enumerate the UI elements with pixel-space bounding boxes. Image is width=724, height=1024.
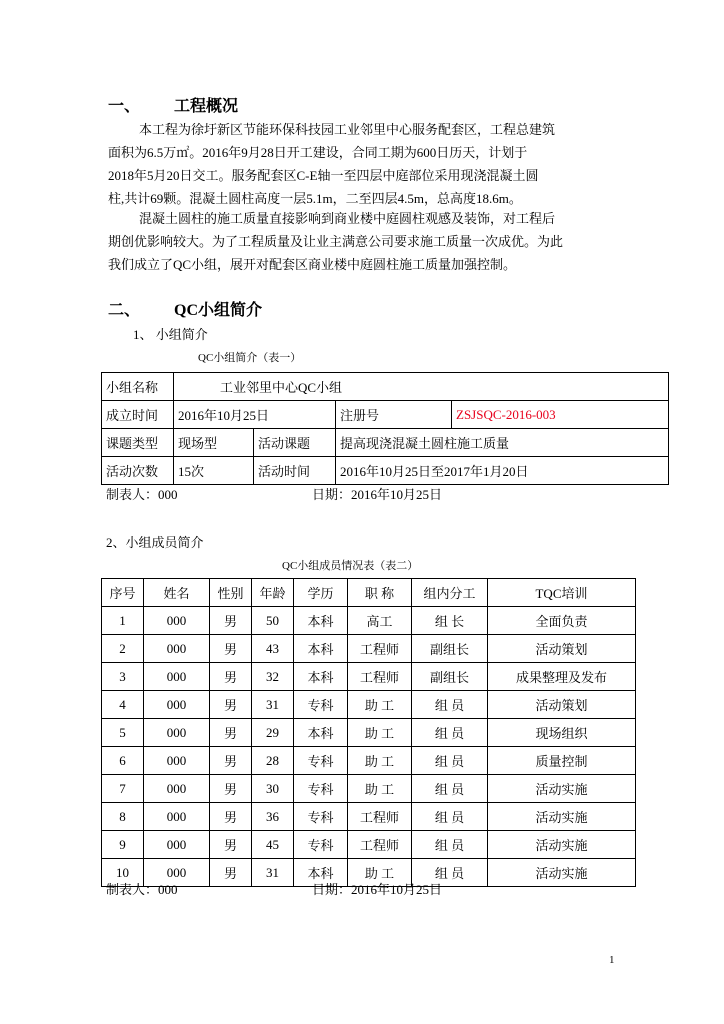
table2-caption: QC小组成员情况表（表二） [282, 560, 419, 572]
paragraph-line: 2018年5月20日交工。服务配套区C-E轴一至四层中庭部位采用现浇混凝土圆 [108, 168, 539, 183]
cell-role: 组 员 [412, 859, 488, 887]
cell-name: 000 [144, 691, 210, 719]
cell-index: 7 [102, 775, 144, 803]
cell-role: 组 员 [412, 803, 488, 831]
cell-gender: 男 [210, 691, 252, 719]
column-header: 职 称 [348, 579, 412, 607]
cell-label: 活动次数 [102, 457, 174, 485]
table-row [102, 663, 636, 691]
cell-value: 15次 [174, 457, 254, 485]
cell-title: 助 工 [348, 719, 412, 747]
cell-gender: 男 [210, 831, 252, 859]
cell-gender: 男 [210, 803, 252, 831]
section1-paragraph-2 [108, 207, 628, 276]
cell-name: 000 [144, 719, 210, 747]
cell-title: 工程师 [348, 803, 412, 831]
cell-training: 全面负责 [488, 607, 636, 635]
cell-training: 活动实施 [488, 831, 636, 859]
cell-name: 000 [144, 803, 210, 831]
cell-name: 000 [144, 859, 210, 887]
paragraph-line: 混凝土圆柱的施工质量直接影响到商业楼中庭圆柱观感及装饰，对工程后 [139, 211, 556, 226]
cell-education: 专科 [294, 691, 348, 719]
cell-index: 10 [102, 859, 144, 887]
cell-label: 成立时间 [102, 401, 174, 429]
cell-value: 2016年10月25日 [174, 401, 336, 429]
cell-age: 50 [252, 607, 294, 635]
cell-training: 活动实施 [488, 859, 636, 887]
table-row [102, 719, 636, 747]
cell-index: 6 [102, 747, 144, 775]
column-header: 姓名 [144, 579, 210, 607]
section1-paragraph-1 [108, 118, 628, 210]
section1-title: 工程概况 [174, 98, 239, 115]
cell-index: 1 [102, 607, 144, 635]
cell-role: 组 员 [412, 719, 488, 747]
cell-name: 000 [144, 831, 210, 859]
cell-title: 工程师 [348, 663, 412, 691]
cell-title: 工程师 [348, 635, 412, 663]
cell-title: 助 工 [348, 859, 412, 887]
section1-number: 一、 [108, 98, 141, 115]
column-header: 组内分工 [412, 579, 488, 607]
table-row [102, 691, 636, 719]
table-row [102, 373, 669, 401]
cell-gender: 男 [210, 635, 252, 663]
table-row [102, 457, 669, 485]
cell-title: 工程师 [348, 831, 412, 859]
cell-name: 000 [144, 663, 210, 691]
cell-education: 专科 [294, 831, 348, 859]
cell-age: 29 [252, 719, 294, 747]
cell-role: 副组长 [412, 635, 488, 663]
cell-index: 2 [102, 635, 144, 663]
cell-title: 助 工 [348, 691, 412, 719]
page-number: 1 [609, 954, 615, 966]
cell-value: ZSJSQC-2016-003 [452, 401, 669, 429]
table-row [102, 831, 636, 859]
cell-role: 组 员 [412, 831, 488, 859]
table2-maker: 制表人：000 [106, 882, 178, 897]
table-row [102, 803, 636, 831]
cell-gender: 男 [210, 663, 252, 691]
cell-label: 课题类型 [102, 429, 174, 457]
cell-education: 本科 [294, 635, 348, 663]
cell-value: 工业邻里中心QC小组 [174, 373, 669, 401]
cell-education: 本科 [294, 607, 348, 635]
cell-index: 9 [102, 831, 144, 859]
cell-training: 活动实施 [488, 803, 636, 831]
cell-gender: 男 [210, 775, 252, 803]
cell-training: 活动实施 [488, 775, 636, 803]
subsection-2-title: 2、小组成员简介 [106, 535, 204, 550]
cell-gender: 男 [210, 747, 252, 775]
section2-title: QC小组简介 [174, 302, 263, 319]
cell-age: 28 [252, 747, 294, 775]
cell-title: 助 工 [348, 747, 412, 775]
cell-training: 现场组织 [488, 719, 636, 747]
column-header: 性别 [210, 579, 252, 607]
table-row [102, 747, 636, 775]
paragraph-line: 柱,共计69颗。混凝土圆柱高度一层5.1m，二至四层4.5m，总高度18.6m。 [108, 191, 522, 206]
cell-training: 质量控制 [488, 747, 636, 775]
cell-role: 组 员 [412, 747, 488, 775]
cell-age: 31 [252, 691, 294, 719]
cell-index: 3 [102, 663, 144, 691]
table-row [102, 607, 636, 635]
cell-name: 000 [144, 775, 210, 803]
cell-education: 专科 [294, 775, 348, 803]
paragraph-line: 期创优影响较大。为了工程质量及让业主满意公司要求施工质量一次成优。为此 [108, 234, 564, 249]
cell-age: 43 [252, 635, 294, 663]
paragraph-line: 本工程为徐圩新区节能环保科技园工业邻里中心服务配套区，工程总建筑 [139, 122, 556, 137]
cell-gender: 男 [210, 859, 252, 887]
group-info-table [101, 372, 669, 485]
cell-name: 000 [144, 635, 210, 663]
cell-value: 提高现浇混凝土圆柱施工质量 [336, 429, 669, 457]
section2-heading [108, 297, 262, 320]
cell-index: 4 [102, 691, 144, 719]
column-header: TQC培训 [488, 579, 636, 607]
cell-education: 本科 [294, 859, 348, 887]
table1-date: 日期：2016年10月25日 [312, 487, 443, 502]
column-header: 学历 [294, 579, 348, 607]
table-row [102, 635, 636, 663]
cell-education: 专科 [294, 803, 348, 831]
cell-role: 副组长 [412, 663, 488, 691]
table-row [102, 775, 636, 803]
table-row [102, 429, 669, 457]
cell-name: 000 [144, 747, 210, 775]
members-table [101, 578, 636, 887]
section1-heading [108, 93, 238, 116]
cell-title: 高工 [348, 607, 412, 635]
cell-training: 成果整理及发布 [488, 663, 636, 691]
paragraph-line: 我们成立了QC小组，展开对配套区商业楼中庭圆柱施工质量加强控制。 [108, 257, 517, 272]
cell-value: 2016年10月25日至2017年1月20日 [336, 457, 669, 485]
cell-training: 活动策划 [488, 635, 636, 663]
cell-training: 活动策划 [488, 691, 636, 719]
cell-title: 助 工 [348, 775, 412, 803]
cell-label: 活动时间 [254, 457, 336, 485]
cell-age: 32 [252, 663, 294, 691]
cell-index: 8 [102, 803, 144, 831]
table2-date: 日期：2016年10月25日 [312, 882, 443, 897]
cell-age: 36 [252, 803, 294, 831]
section2-number: 二、 [108, 302, 141, 319]
cell-role: 组 长 [412, 607, 488, 635]
cell-age: 30 [252, 775, 294, 803]
cell-role: 组 员 [412, 691, 488, 719]
cell-role: 组 员 [412, 775, 488, 803]
cell-education: 专科 [294, 747, 348, 775]
table1-caption: QC小组简介（表一） [198, 352, 302, 364]
column-header: 序号 [102, 579, 144, 607]
cell-education: 本科 [294, 663, 348, 691]
cell-index: 5 [102, 719, 144, 747]
table-row [102, 401, 669, 429]
cell-label: 小组名称 [102, 373, 174, 401]
cell-gender: 男 [210, 607, 252, 635]
cell-label: 活动课题 [254, 429, 336, 457]
table-header-row [102, 579, 636, 607]
cell-gender: 男 [210, 719, 252, 747]
cell-label: 注册号 [336, 401, 452, 429]
paragraph-line: 面积为6.5万㎡。2016年9月28日开工建设，合同工期为600日历天，计划于 [108, 145, 528, 160]
cell-education: 本科 [294, 719, 348, 747]
subsection-1-title: 1、 小组简介 [133, 327, 208, 342]
table1-maker: 制表人：000 [106, 487, 178, 502]
cell-value: 现场型 [174, 429, 254, 457]
column-header: 年龄 [252, 579, 294, 607]
cell-age: 45 [252, 831, 294, 859]
cell-name: 000 [144, 607, 210, 635]
cell-age: 31 [252, 859, 294, 887]
